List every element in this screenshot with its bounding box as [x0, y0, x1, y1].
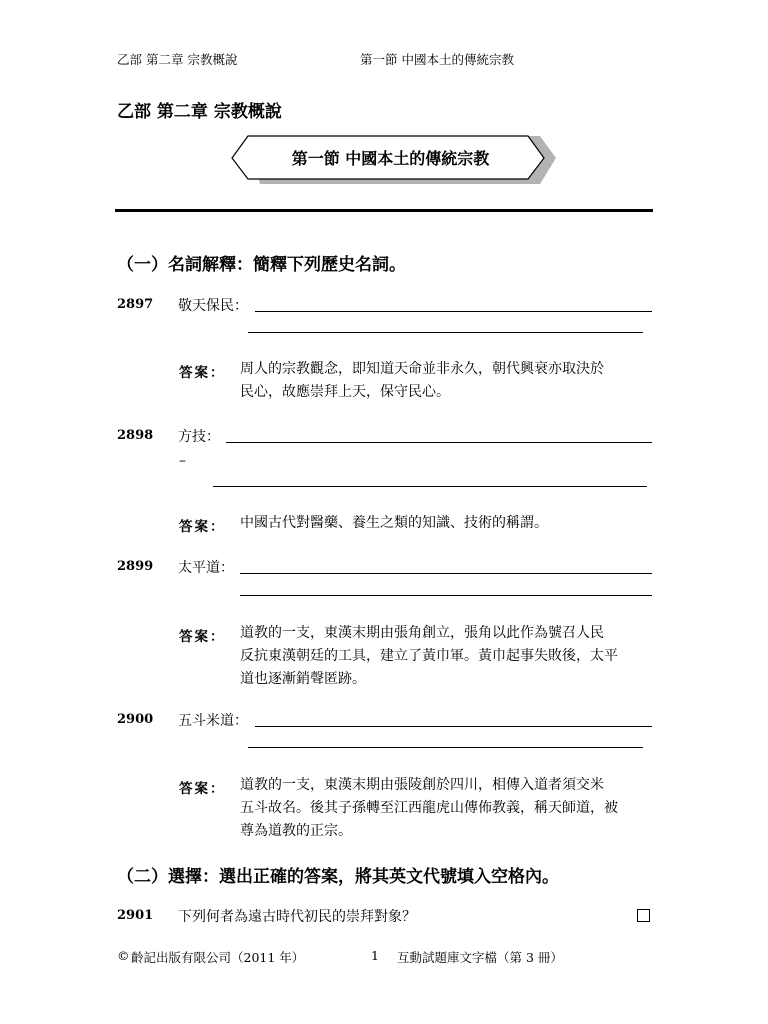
section-divider: [115, 209, 653, 212]
answer-checkbox[interactable]: [637, 909, 650, 922]
answer-blank-line: [240, 595, 652, 596]
answer-blank-line: [255, 311, 652, 312]
footer-publisher: 齡記出版有限公司（2011 年）: [131, 950, 305, 965]
question-term: 太平道：: [178, 560, 234, 576]
running-header-right: 第一節 中國本土的傳統宗教: [360, 52, 514, 67]
answer-blank-line: [248, 747, 643, 748]
part1-heading: （一）名詞解釋：簡釋下列歷史名詞。: [117, 255, 406, 275]
question-number: 2900: [117, 712, 154, 727]
section-title: 第一節 中國本土的傳統宗教: [291, 149, 490, 168]
answer-blank-line: [240, 573, 652, 574]
answer-text: 道教的一支，東漢末期由張角創立，張角以此作為號召人民 反抗東漢朝廷的工具，建立了黃巾軍。黃巾起事失敗後，太平 道也逐漸銷聲匿跡。: [240, 625, 618, 687]
answer-blank-line: [226, 442, 652, 443]
running-header-left: 乙部 第二章 宗教概說: [117, 52, 238, 67]
answer-blank-line: [248, 332, 643, 333]
footer-copyright-symbol: ©: [117, 948, 130, 963]
answer-blank-line: [255, 726, 652, 727]
question-term: 方技：: [178, 429, 220, 445]
question-number: 2897: [117, 297, 154, 312]
stray-dash: –: [179, 453, 186, 469]
answer-label: 答案：: [179, 365, 226, 381]
part2-heading: （二）選擇：選出正確的答案，將其英文代號填入空格內。: [117, 867, 559, 887]
answer-blank-line: [213, 486, 647, 487]
question-term: 敬天保民：: [178, 298, 248, 314]
answer-text: 周人的宗教觀念，即知道天命並非永久，朝代興衰亦取決於 民心，故應崇拜上天，保守民心。: [240, 361, 604, 400]
footer-page-number: 1: [371, 948, 379, 963]
answer-text: 中國古代對醫藥、養生之類的知識、技術的稱謂。: [240, 515, 548, 531]
footer-book-title: 互動試題庫文字檔（第 3 冊）: [397, 950, 563, 965]
answer-text: 道教的一支，東漢末期由張陵創於四川，相傳入道者須交米 五斗故名。後其子孫轉至江西龍虎山傳佈教義，稱天師道，被 尊為道教的正宗。: [240, 777, 618, 839]
question-number: 2898: [117, 428, 154, 443]
question-number: 2899: [117, 559, 154, 574]
question-term: 五斗米道：: [178, 713, 248, 729]
answer-label: 答案：: [179, 519, 226, 535]
answer-label: 答案：: [179, 781, 226, 797]
answer-label: 答案：: [179, 629, 226, 645]
question-text: 下列何者為遠古時代初民的崇拜對象？: [178, 909, 416, 925]
chapter-title: 乙部 第二章 宗教概說: [117, 102, 282, 122]
question-number: 2901: [117, 908, 154, 923]
